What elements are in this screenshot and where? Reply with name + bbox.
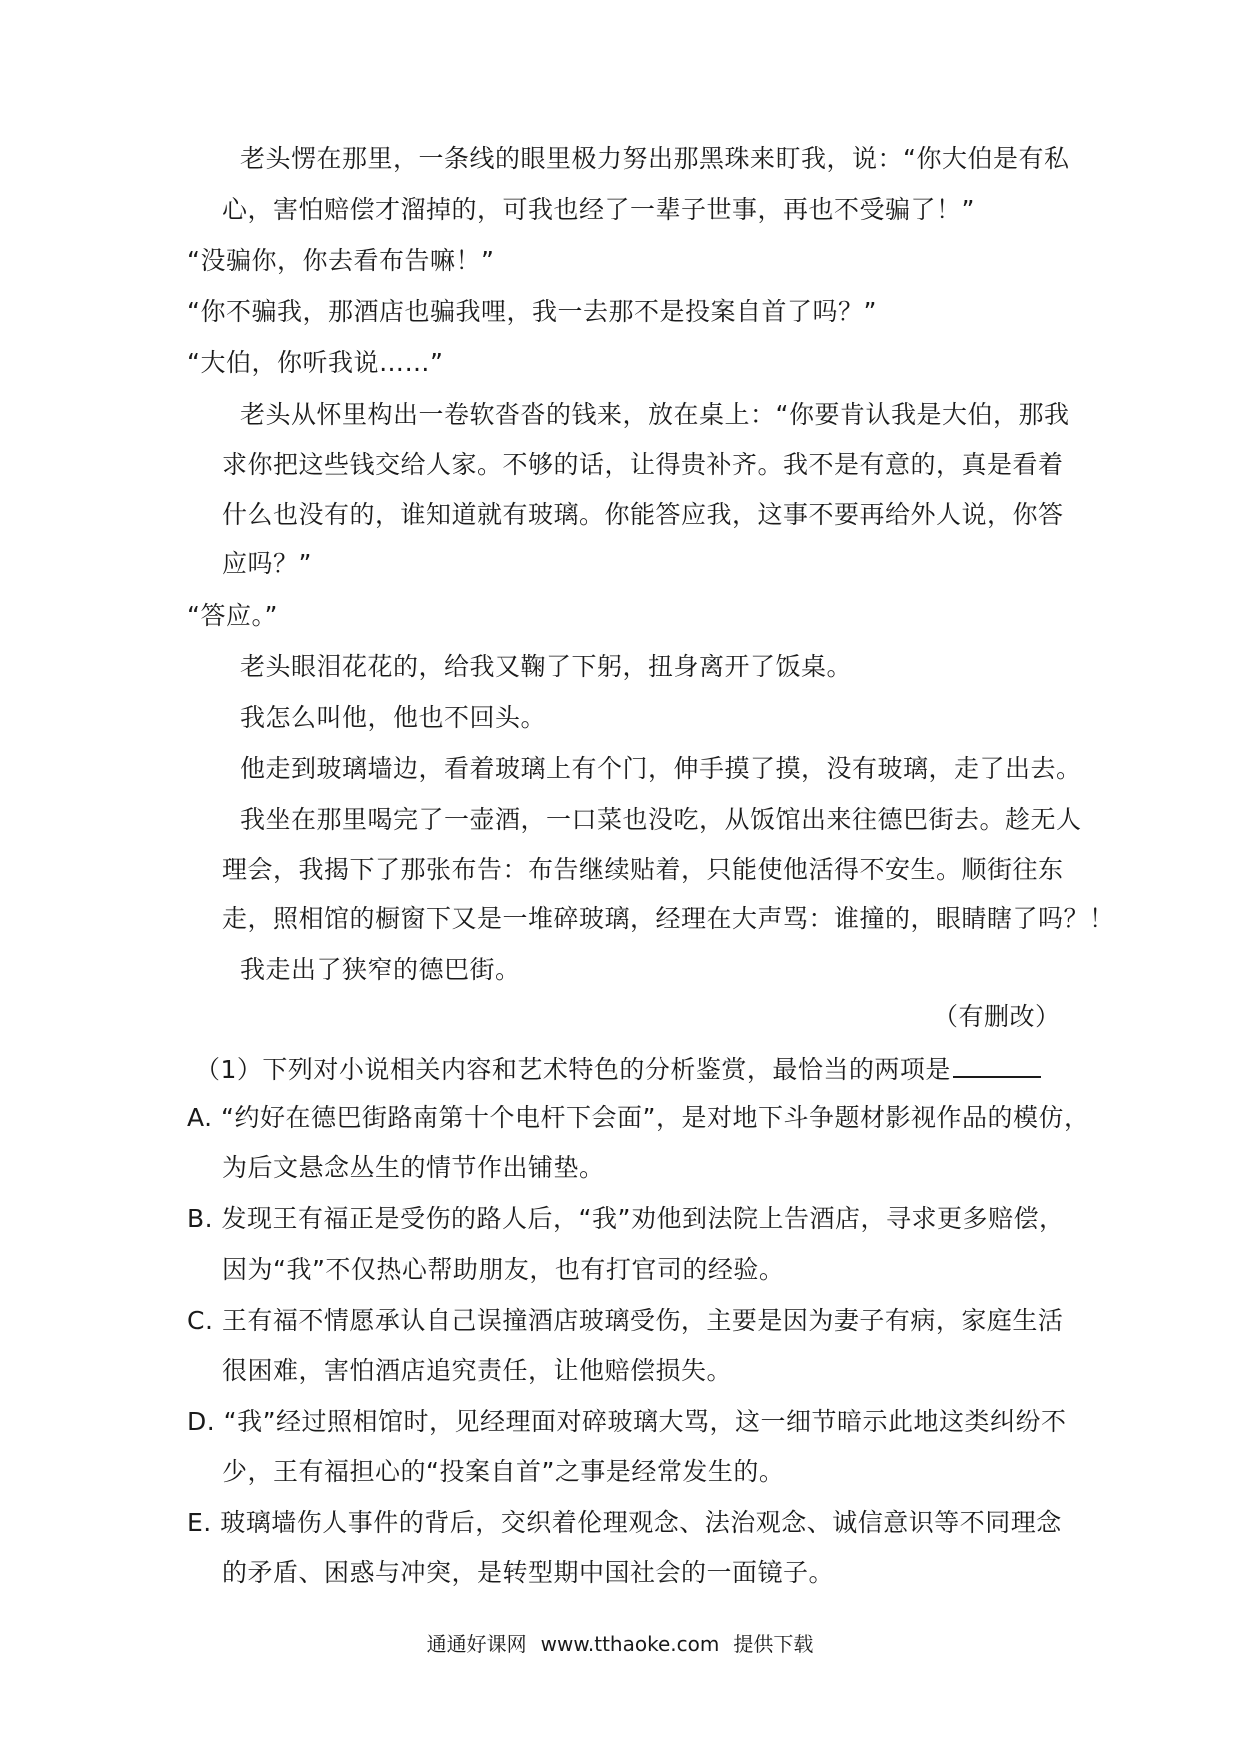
passage-line: 心，害怕赔偿才溜掉的，可我也经了一辈子世事，再也不受骗了！” [222,195,975,224]
passage-line: 老头从怀里构出一卷软沓沓的钱来，放在桌上：“你要肯认我是大伯，那我 [240,400,1070,429]
passage-line: 我走出了狭窄的德巴街。 [240,955,521,984]
passage-line: 什么也没有的，谁知道就有玻璃。你能答应我，这事不要再给外人说，你答 [222,500,1064,529]
source-note: （有删改） [933,1002,1061,1031]
option-b-cont: 因为“我”不仅热心帮助朋友，也有打官司的经验。 [222,1255,785,1284]
page-footer [0,1631,1240,1657]
passage-line: 走，照相馆的橱窗下又是一堆碎玻璃，经理在大声骂：谁撞的，眼睛瞎了吗？！ [222,904,1115,933]
passage-line: 我怎么叫他，他也不回头。 [240,703,547,732]
option-c: C. 王有福不情愿承认自己误撞酒店玻璃受伤，主要是因为妻子有病，家庭生活 [187,1306,1064,1335]
passage-line: 应吗？” [222,549,312,578]
option-c-cont: 很困难，害怕酒店追究责任，让他赔偿损失。 [222,1356,733,1385]
footer-brand: 通通好课网 [426,1632,527,1656]
answer-blank [953,1052,1041,1078]
option-d: D. “我”经过照相馆时，见经理面对碎玻璃大骂，这一细节暗示此地这类纠纷不 [187,1407,1067,1436]
passage-line: “大伯，你听我说……” [187,348,444,377]
option-a: A. “约好在德巴街路南第十个电杆下会面”，是对地下斗争题材影视作品的模仿， [187,1103,1090,1132]
passage-line: “没骗你，你去看布告嘛！” [187,246,495,275]
option-e: E. 玻璃墙伤人事件的背后，交织着伦理观念、法治观念、诚信意识等不同理念 [187,1508,1062,1537]
option-e-cont: 的矛盾、困惑与冲突，是转型期中国社会的一面镜子。 [222,1558,835,1587]
option-d-cont: 少，王有福担心的“投案自首”之事是经常发生的。 [222,1457,785,1486]
question-stem-text: （1）下列对小说相关内容和艺术特色的分析鉴赏，最恰当的两项是 [195,1055,951,1084]
passage-line: “你不骗我，那酒店也骗我哩，我一去那不是投案自首了吗？” [187,297,877,326]
passage-line: 理会，我揭下了那张布告：布告继续贴着，只能使他活得不安生。顺街往东 [222,855,1064,884]
passage-line: “答应。” [187,601,278,630]
passage-line: 求你把这些钱交给人家。不够的话，让得贵补齐。我不是有意的，真是看着 [222,450,1064,479]
question-stem [195,1052,1041,1085]
footer-download-text: 提供下载 [733,1632,814,1656]
passage-line: 他走到玻璃墙边，看着玻璃上有个门，伸手摸了摸，没有玻璃，走了出去。 [240,754,1082,783]
footer-site-link[interactable]: www.tthaoke.com [540,1632,720,1656]
passage-line: 老头愣在那里，一条线的眼里极力努出那黑珠来盯我，说：“你大伯是有私 [240,144,1070,173]
option-b: B. 发现王有福正是受伤的路人后，“我”劝他到法院上告酒店，寻求更多赔偿， [187,1204,1065,1233]
option-a-cont: 为后文悬念丛生的情节作出铺垫。 [222,1153,605,1182]
passage-line: 我坐在那里喝完了一壶酒，一口菜也没吃，从饭馆出来往德巴街去。趁无人 [240,805,1082,834]
passage-line: 老头眼泪花花的，给我又鞠了下躬，扭身离开了饭桌。 [240,652,853,681]
